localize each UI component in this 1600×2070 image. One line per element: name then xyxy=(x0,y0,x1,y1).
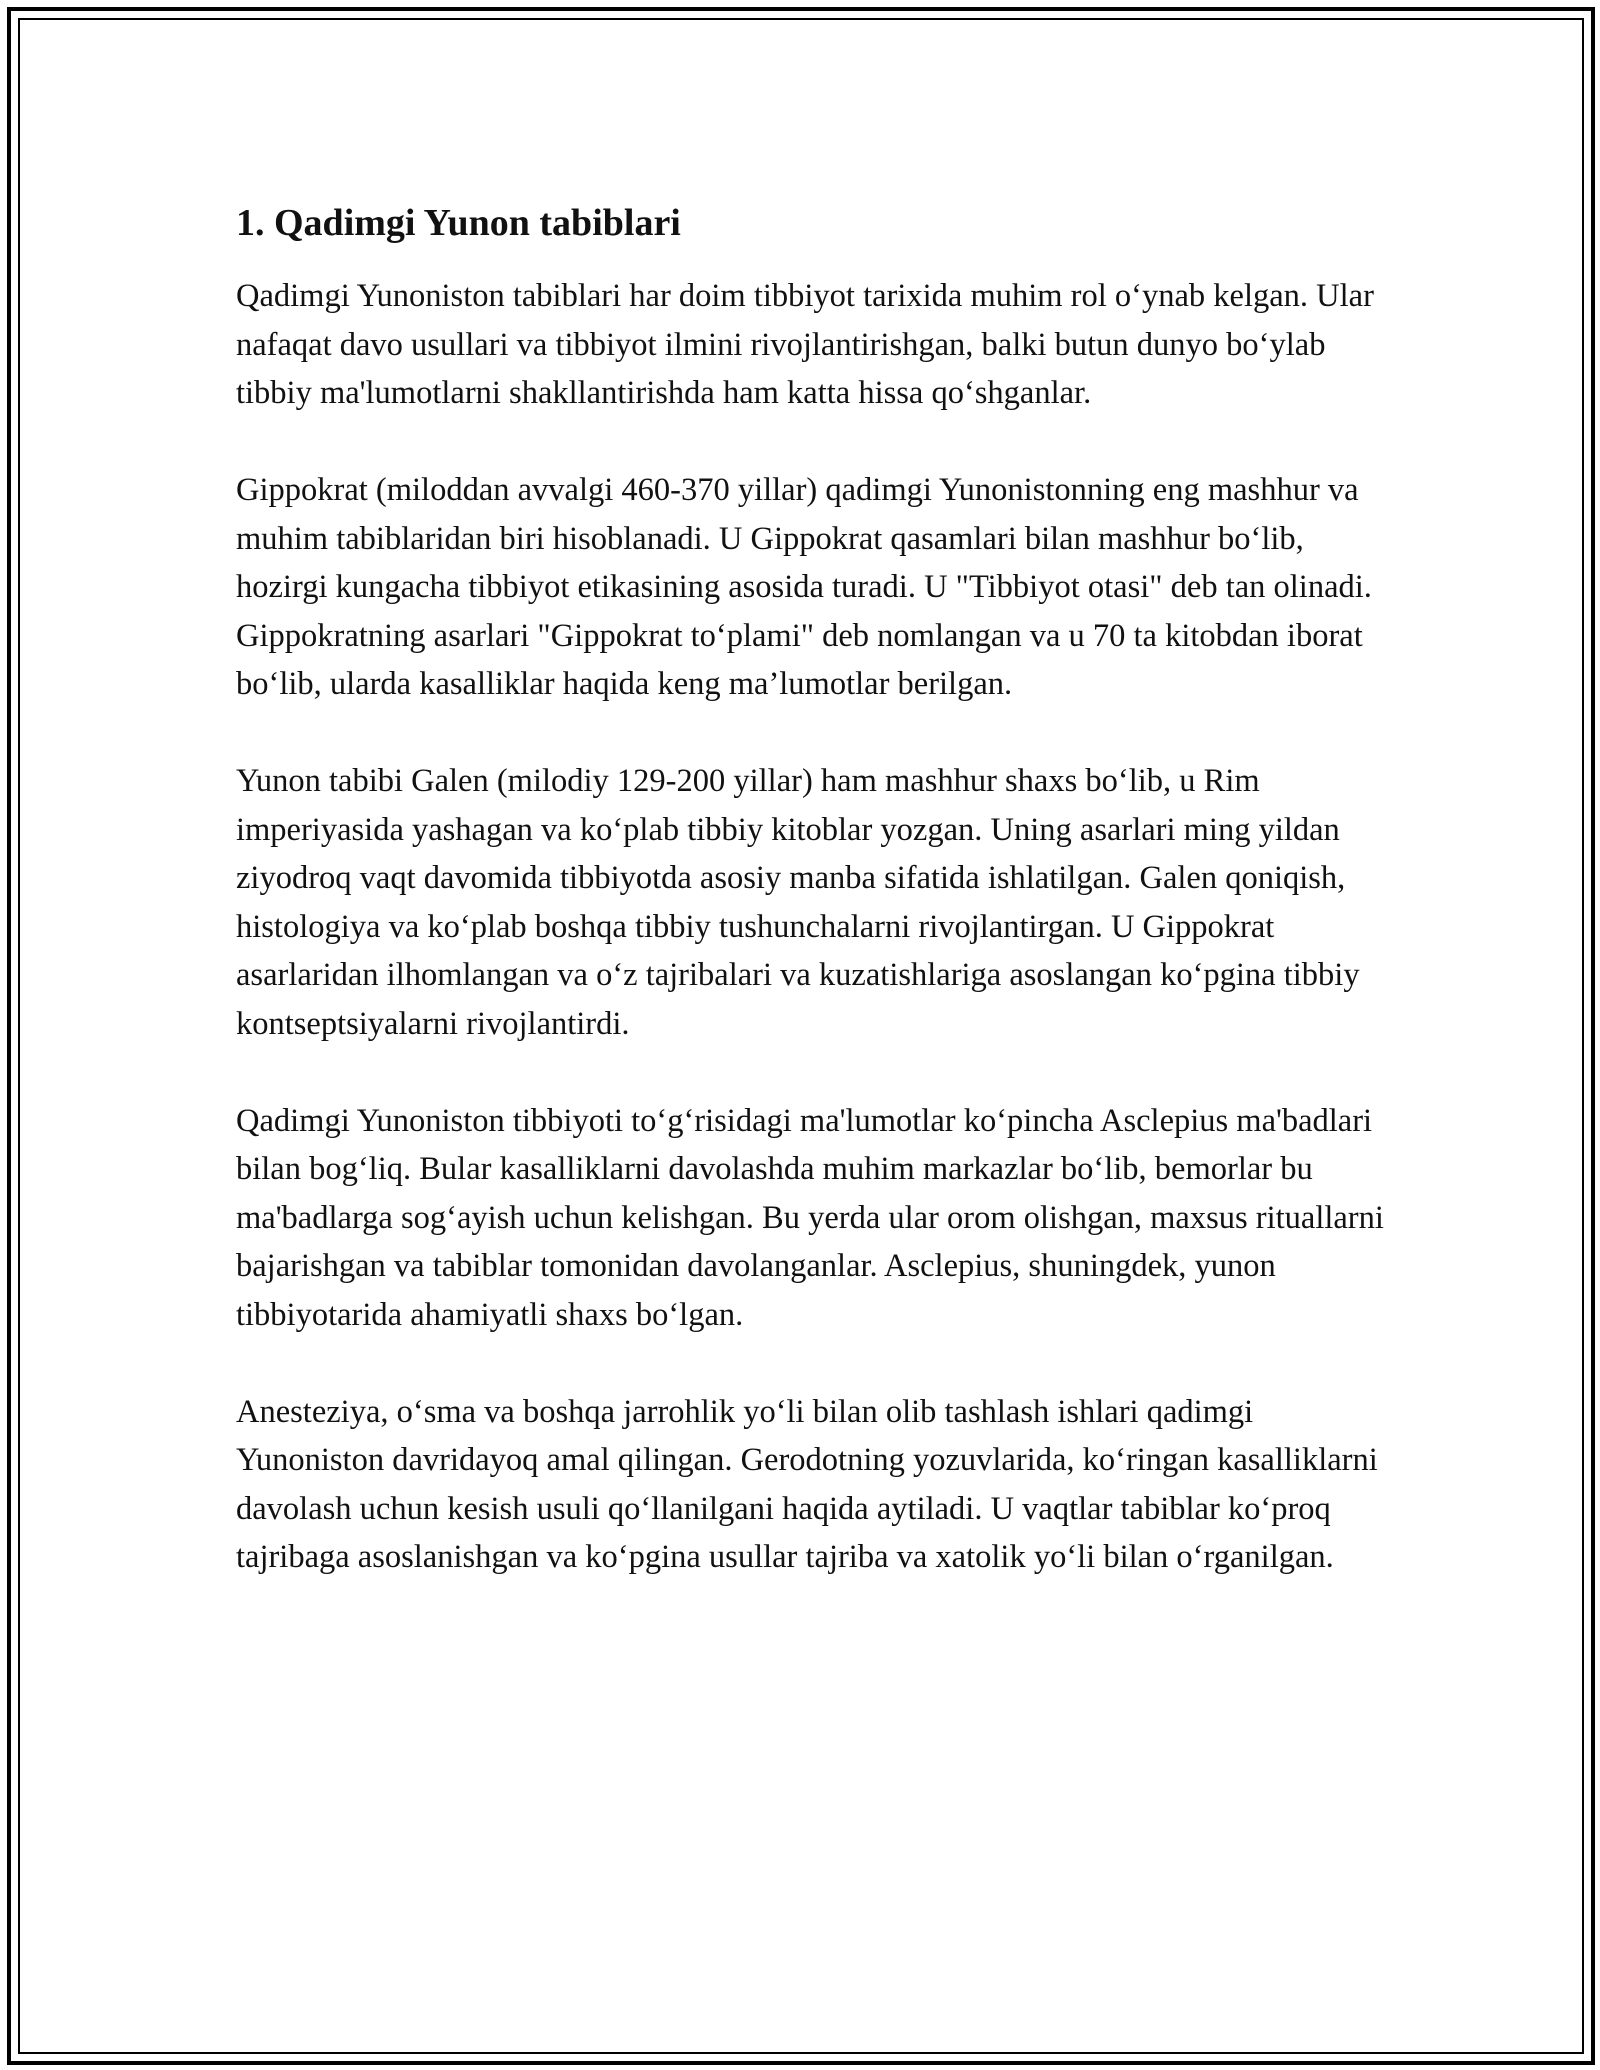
paragraph-gippokrat: Gippokrat (miloddan avvalgi 460-370 yillar) qadimgi Yunonistonning eng mashhur va muhim tabiblaridan biri hisoblanadi. U Gippokrat qasamlari bilan mashhur bo‘lib, hozirgi kungacha tibbiyot etikasining asosida turadi. U "Tibbiyot otasi" deb tan olinadi. Gippokratning asarlari "Gippokrat to‘plami" deb nomlangan va u 70 ta kitobdan iborat bo‘lib, ularda kasalliklar haqida keng ma’lumotlar berilgan. xyxy=(236,472,1372,702)
paragraph-asclepius: Qadimgi Yunoniston tibbiyoti to‘g‘risidagi ma'lumotlar ko‘pincha Asclepius ma'badlari bilan bog‘liq. Bular kasalliklarni davolashda muhim markazlar bo‘lib, bemorlar bu ma'badlarga sog‘ayish uchun kelishgan. Bu yerda ular orom olishgan, maxsus rituallarni bajarishgan va tabiblar tomonidan davolanganlar. Asclepius, shuningdek, yunon tibbiyotarida ahamiyatli shaxs bo‘lgan. xyxy=(236,1102,1384,1333)
paragraph-surgery: Anesteziya, o‘sma va boshqa jarrohlik yo‘li bilan olib tashlash ishlari qadimgi Yunoniston davridayoq amal qilingan. Gerodotning yozuvlarida, ko‘ringan kasalliklarni davolash uchun kesish usuli qo‘llanilgani haqida aytiladi. U vaqtlar tabiblar ko‘proq tajribaga asoslanishgan va ko‘pgina usullar tajriba va xatolik yo‘li bilan o‘rganilgan. xyxy=(236,1393,1378,1575)
paragraph-intro: Qadimgi Yunoniston tabiblari har doim tibbiyot tarixida muhim rol o‘ynab kelgan. Ular nafaqat davo usullari va tibbiyot ilmini rivojlantirishgan, balki butun dunyo bo‘ylab tibbiy ma'lumotlarni shakllantirishda ham katta hissa qo‘shganlar. xyxy=(236,278,1374,411)
section-heading: 1. Qadimgi Yunon tabiblari xyxy=(236,202,681,244)
paragraph-galen: Yunon tabibi Galen (milodiy 129-200 yillar) ham mashhur shaxs bo‘lib, u Rim imperiyasida yashagan va ko‘plab tibbiy kitoblar yozgan. Uning asarlari ming yildan ziyodroq vaqt davomida tibbiyotda asosiy manba sifatida ishlatilgan. Galen qoniqish, histologiya va ko‘plab boshqa tibbiy tushunchalarni rivojlantirgan. U Gippokrat asarlaridan ilhomlangan va o‘z tajribalari va kuzatishlariga asoslangan ko‘pgina tibbiy kontseptsiyalarni rivojlantirdi. xyxy=(236,763,1360,1042)
document-body xyxy=(236,182,1386,1630)
